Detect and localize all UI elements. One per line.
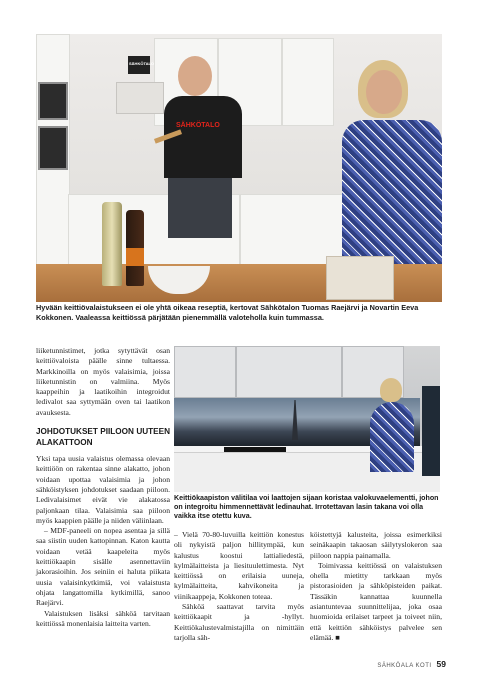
woman-hair	[380, 378, 402, 402]
magazine-name: SÄHKÖALA KOTI	[377, 663, 432, 669]
logo-box	[128, 56, 155, 74]
paragraph: Valaistuksen lisäksi sähköä tarvitaan keittiössä monenlaisia laitteita varten.	[36, 608, 170, 628]
man-shirt	[164, 96, 242, 178]
shirt-logo: SÄHKÖTALO	[176, 122, 220, 129]
woman-blouse	[370, 402, 414, 472]
bottle-label	[126, 248, 144, 266]
man-head	[178, 56, 212, 96]
man-jeans	[168, 178, 232, 238]
cutting-board	[326, 256, 394, 300]
paragraph: Yksi tapa uusia valaistus olemassa olevaan keittiöön on rakentaa sinne alakatto, johon voidaan upottaa valaisimia ja johon sähköistyksen johdotukset saadaan piiloon. Ledivalaisimet eivät vie alakatossa paljonkaan tilaa. Valaisimia saa piiloon myös kaappien päälle ja niiden väliinlaan.	[36, 454, 170, 525]
range-hood	[236, 346, 342, 398]
page-footer	[376, 654, 446, 672]
section-subheading: JOHDOTUKSET PIILOON UUTEEN ALAKATTOON	[36, 427, 170, 447]
text-column-middle	[174, 530, 304, 643]
woman-head	[366, 70, 402, 114]
sahkotalo-logo: SÄHKÖTALO	[129, 61, 155, 66]
photo-caption-mid: Keittiökaapiston välitilaa voi laattojen sijaan koristaa valokuvaelementti, johon on integroitu himmennettävät ledinauhat. Irrotettavan lasin takana voi olla vaikka itse otettu kuva.	[174, 494, 439, 521]
paragraph: Toimivassa keittiössä on valaistuksen ohella mietitty tarkkaan myös pistorasioiden ja sähköpisteiden paikat. Tässäkin kannattaa kuunnella asiantuntevaa suunnittelijaa, joka osaa huomioida erilaiset tarpeet ja toiveet niin, että keittiön sähköistys palvelee sen elämää. ■	[310, 560, 442, 642]
paragraph: liiketunnistimet, jotka sytyttävät osan keittiövaloista päälle sinne tultaessa. Markkinoilla on myös valaisimia, joissa liiketunnistin on valmiina. Myös kaappeihin ja laatikoihin integroidut ledivalot saa syttymään oven tai laatikon avauksesta.	[36, 346, 170, 417]
paragraph: köistettyjä kalusteita, joissa esimerkiksi seinäkaapin takaosan säilytyslokeron saa piiloon nappia painamalla.	[310, 530, 442, 560]
oven-upper	[38, 82, 68, 120]
woman-blouse	[342, 120, 442, 270]
paragraph: – MDF-paneeli on nopea asentaa ja sillä saa siistin uuden kattopinnan. Katon kautta voidaan vetää kaapeleita myös keittiökaapin sisälle asennettaviin jakorasioihin. Jos seiniin ei haluta piikata uusia valaisinkytkimiä, voi valaistusta ohjata langattomilla kytkimillä, sanoo Raejärvi.	[36, 526, 170, 608]
paragraph: – Vielä 70-80-luvuilla keittiön konestus oli nykyistä paljon hillitympää, kun kalustus koostui lattialiedestä, kylmälaitteista ja liesituulettimesta. Nyt keittiössä on erilaisia uuneja, kylmälaitteita, kahvikoneita ja viinikaappeja, Kokkonen toteaa.	[174, 530, 304, 601]
kitchen-photo-mid	[174, 346, 440, 492]
text-column-left	[36, 346, 170, 629]
kitchen-photo-top	[36, 34, 442, 302]
paragraph: Sähköä saattavat tarvita myös keittiökaapit ja -hyllyt. Keittiökalustevalmistajilla on nimittäin tarjolla säh-	[174, 602, 304, 642]
oven-lower	[38, 126, 68, 170]
page-number: 59	[436, 659, 446, 669]
wall-cabinet	[282, 38, 334, 126]
wall-cabinet	[174, 346, 236, 398]
wall-shelf	[116, 82, 164, 114]
oil-bottle	[102, 202, 122, 286]
tall-unit	[422, 386, 440, 476]
text-column-right	[310, 530, 442, 643]
photo-caption-top: Hyvään keittiövalaistukseen ei ole yhtä oikeaa reseptiä, kertovat Sähkötalon Tuomas Raejärvi ja Novartin Eeva Kokkonen. Vaaleassa keittiössä pärjätään pienemmällä valoteholla kuin tummassa.	[36, 303, 419, 322]
